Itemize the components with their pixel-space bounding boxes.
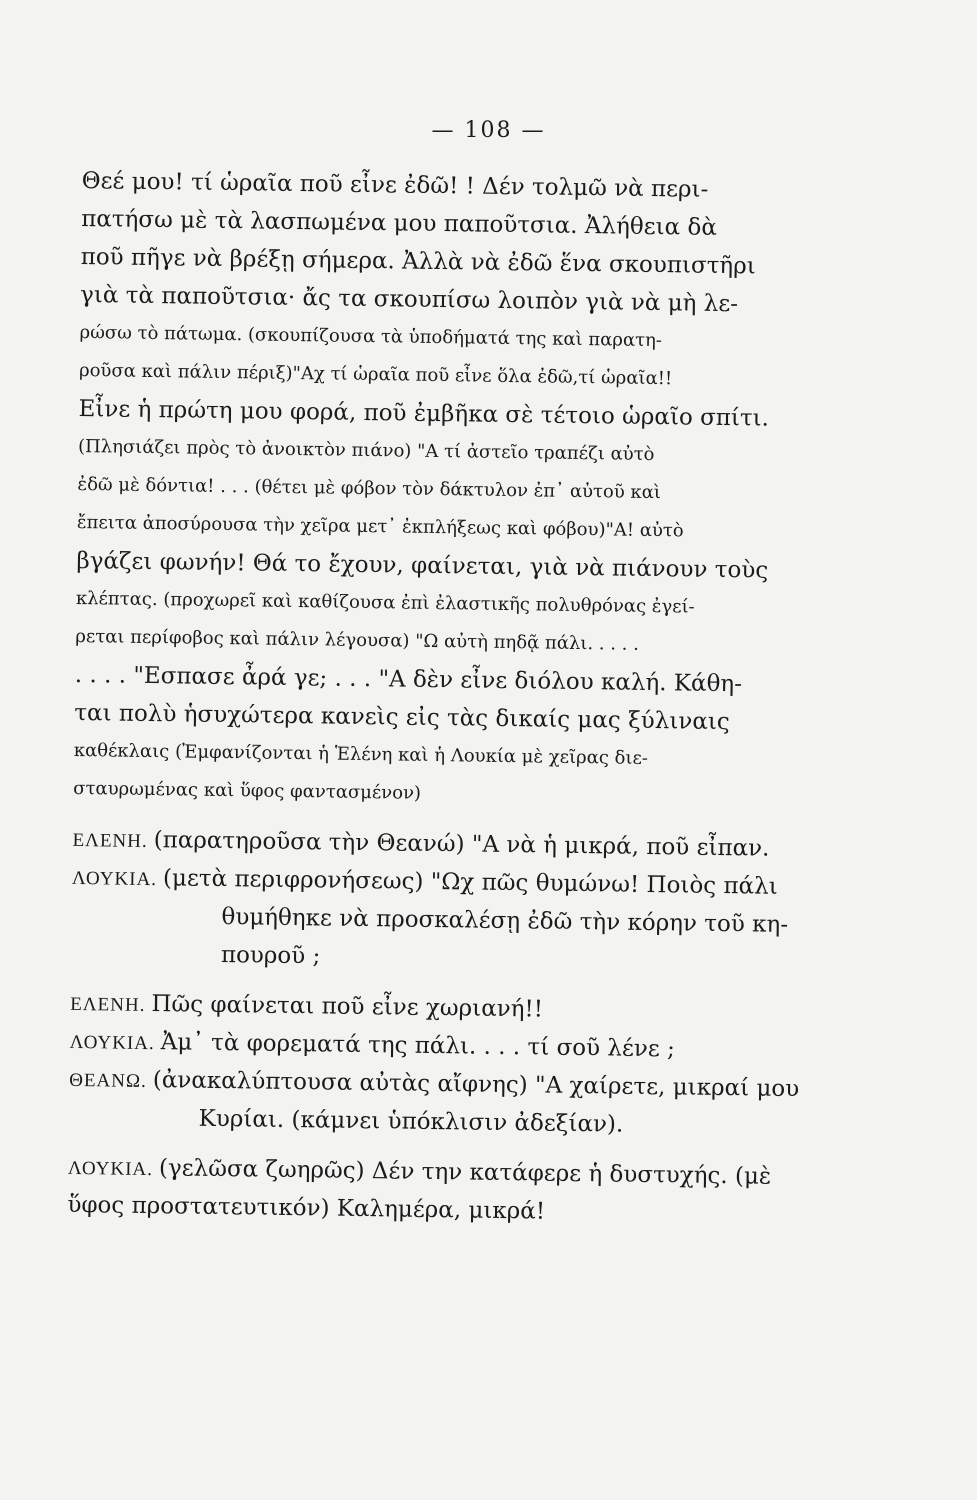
dialogue-continuation: πουροῦ ;	[220, 942, 321, 970]
dialogue-continuation: θυμήθηκε νὰ προσκαλέσῃ ἐδῶ τὴν κόρην τοῦ κη-	[221, 904, 789, 938]
text-line: ἐδῶ μὲ δόντια! . . . (θέτει μὲ φόβον τὸν δάκτυλον ἐπ᾽ αὐτοῦ καὶ	[77, 473, 662, 504]
dialogue-text: Ἀμ᾽ τὰ φορεματά της πάλι. . . . τί σοῦ λένε ;	[160, 1029, 676, 1063]
text-line: (Πλησιάζει πρὸς τὸ ἀνοικτὸν πιάνο) "Α τί ἀστεῖο τραπέζι αὐτὸ	[77, 435, 655, 466]
text-line: ρεται περίφοβος καὶ πάλιν λέγουσα) "Ω αὐτὴ πηδᾷ πάλι. . . . .	[75, 625, 640, 655]
dialogue-text: Πῶς φαίνεται ποῦ εἶνε χωριανή!!	[151, 991, 544, 1023]
dialogue-text: (γελῶσα ζωηρῶς) Δέν την κατάφερε ἡ δυστυχής. (μὲ	[158, 1155, 772, 1190]
text-line: ποῦ πῆγε νὰ βρέξῃ σήμερα. Ἀλλὰ νὰ ἐδῶ ἕνα σκουπιστῆρι	[80, 243, 756, 280]
text-line: σταυρωμένας καὶ ὕφος φαντασμένον)	[73, 777, 422, 804]
speaker-name: ΕΛΕΝΗ.	[72, 829, 148, 852]
speaker-name: ΛΟΥΚΙΑ.	[71, 867, 158, 891]
speaker-name: ΛΟΥΚΙΑ.	[69, 1031, 155, 1055]
dialogue-continuation: Κυρίαι. (κάμνει ὑπόκλισιν ἀδεξίαν).	[198, 1105, 624, 1138]
dialogue-text: (μετὰ περιφρονήσεως) "Ωχ πῶς θυμώνω! Ποιὸς πάλι	[162, 865, 778, 900]
text-line: . . . . "Εσπασε ἆρά γε; . . . "Α δὲν εἶνε διόλου καλή. Κάθη-	[74, 661, 743, 698]
page-number: — 108 —	[431, 118, 546, 143]
text-line: βγάζει φωνήν! Θά το ἔχουν, φαίνεται, γιὰ νὰ πιάνουν τοὺς	[76, 547, 769, 584]
speaker-name: ΛΟΥΚΙΑ.	[67, 1157, 154, 1181]
speaker-name: ΘΕΑΝΩ.	[69, 1069, 147, 1092]
dialogue-text: (ἀνακαλύπτουσα αὐτὰς αἴφνης) "Α χαίρετε, μικραί μου	[152, 1067, 800, 1103]
text-line: Εἶνε ἡ πρώτη μου φορά, ποῦ ἐμβῆκα σὲ τέτοιο ὡραῖο σπίτι.	[78, 395, 770, 432]
text-line: καθέκλαις (Ἐμφανίζονται ἡ Ἑλένη καὶ ἡ Λουκία μὲ χεῖρας διε-	[73, 739, 649, 769]
text-line: ἔπειτα ἀποσύρουσα τὴν χεῖρα μετ᾽ ἐκπλήξεως καὶ φόβου)"Α! αὐτὸ	[76, 511, 684, 542]
text-line: Θεέ μου! τί ὡραῖα ποῦ εἶνε ἐδῶ! ! Δέν τολμῶ νὰ περι-	[81, 167, 709, 203]
speaker-name: ΕΛΕΝΗ.	[70, 993, 146, 1016]
text-line: ρώσω τὸ πάτωμα. (σκουπίζουσα τὰ ὑποδήματά της καὶ παρατη-	[79, 321, 663, 352]
dialogue-text: (παρατηροῦσα τὴν Θεανώ) "Α νὰ ἡ μικρά, ποῦ εἶπαν.	[153, 827, 770, 862]
text-line: κλέπτας. (προχωρεῖ καὶ καθίζουσα ἐπὶ ἐλαστικῆς πολυθρόνας ἐγεί-	[75, 587, 695, 618]
dialogue-continuation: ὕφος προστατευτικόν) Καλημέρα, μικρά!	[67, 1191, 546, 1225]
body-text	[67, 162, 897, 1235]
text-line: γιὰ τὰ παποῦτσια· ἄς τα σκουπίσω λοιπὸν γιὰ νὰ μὴ λε-	[79, 281, 739, 318]
text-line: ται πολὺ ἡσυχώτερα κανεὶς εἰς τὰς δικαίς μας ξύλιναις	[74, 699, 730, 736]
text-line: ροῦσα καὶ πάλιν πέριξ)"Αχ τί ὡραῖα ποῦ εἶνε ὅλα ἐδῶ,τί ὡραῖα!!	[78, 359, 673, 390]
text-line: πατήσω μὲ τὰ λασπωμένα μου παποῦτσια. Ἀλήθεια δὰ	[81, 205, 718, 241]
